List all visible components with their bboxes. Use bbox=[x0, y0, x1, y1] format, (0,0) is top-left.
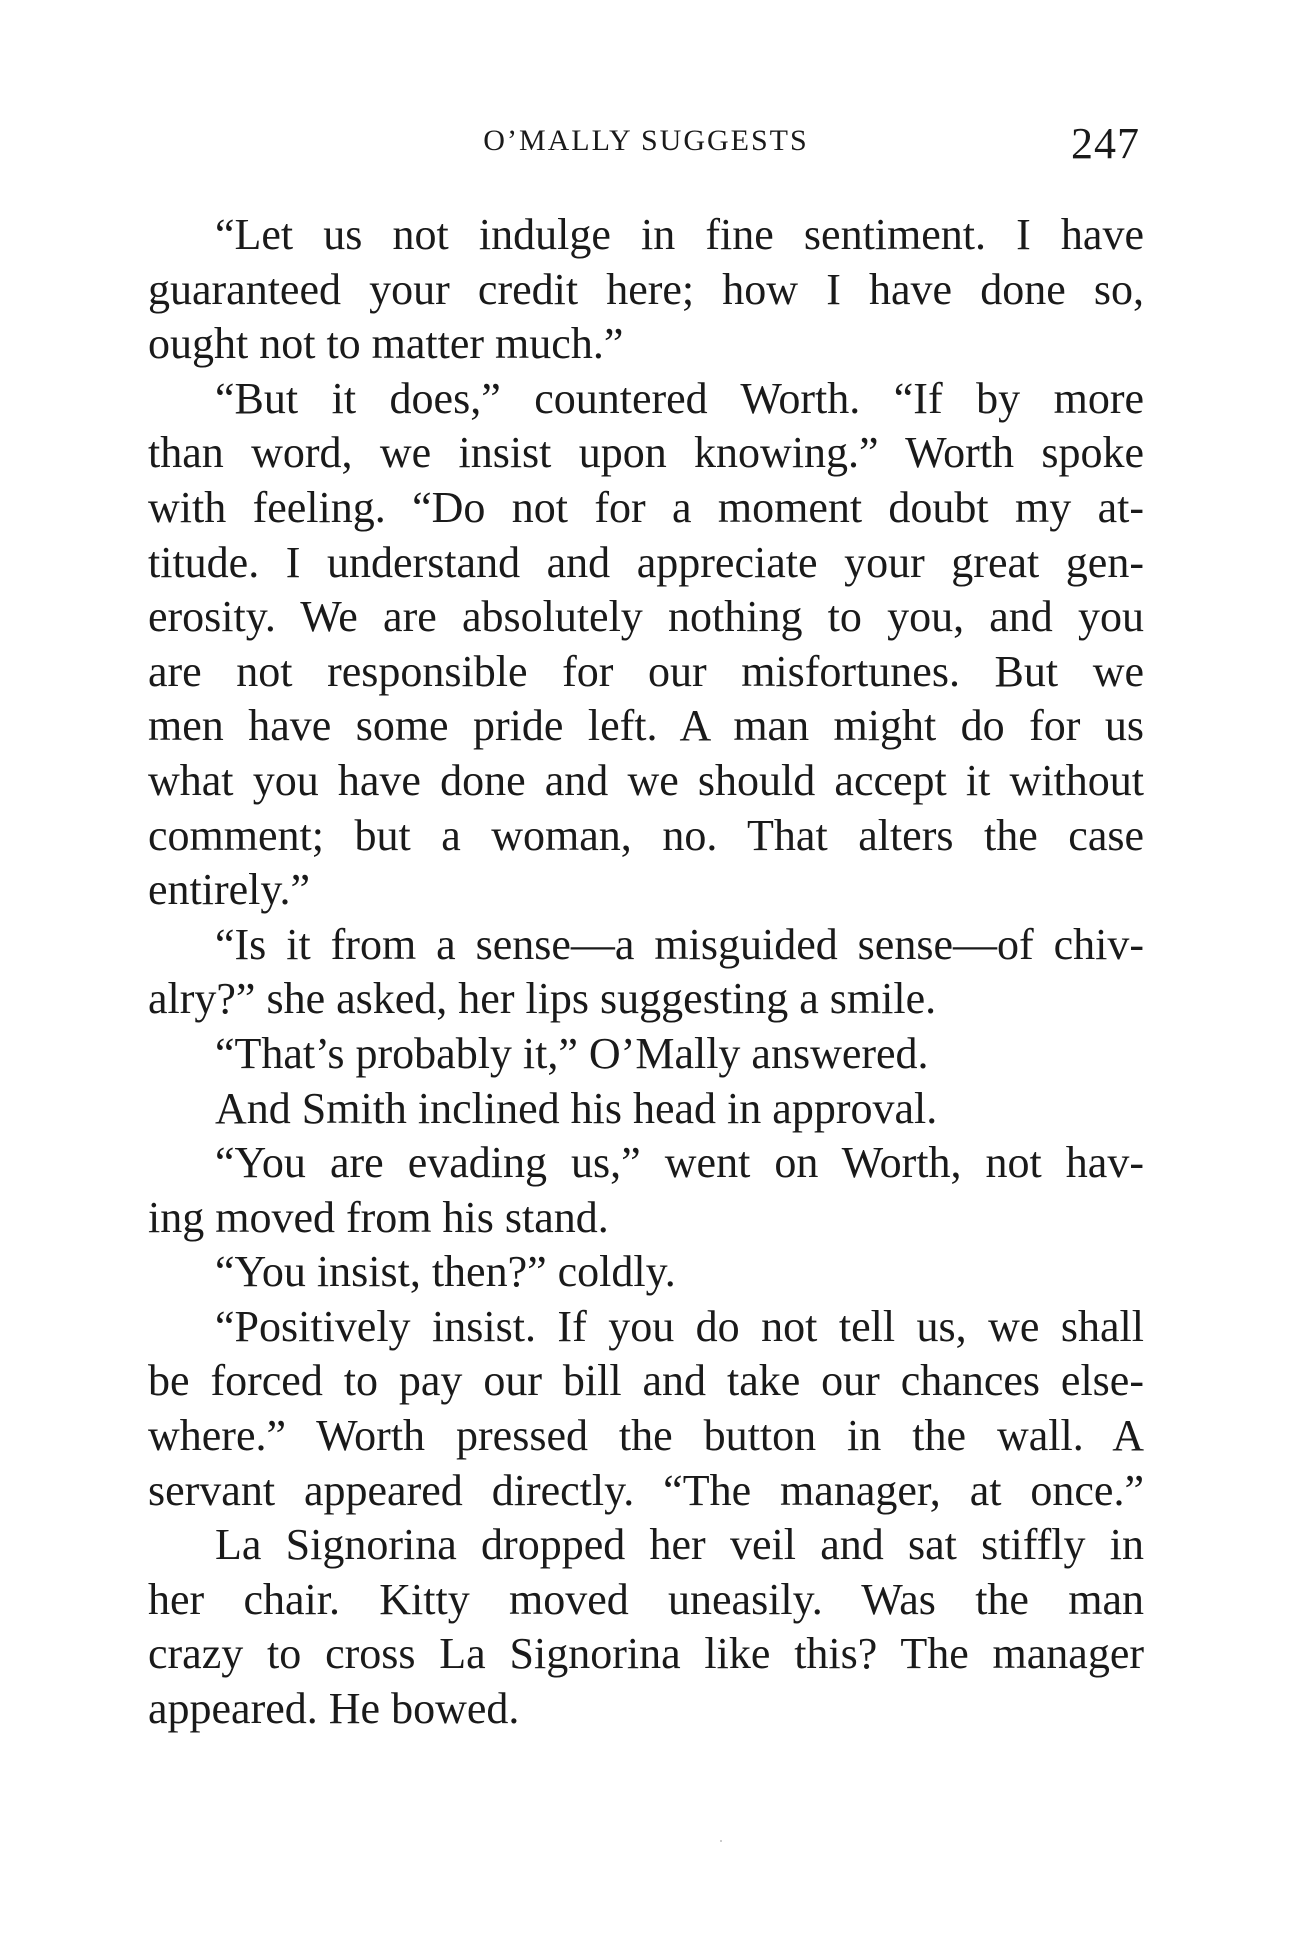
text-line: what you have done and we should accept it without bbox=[148, 755, 1144, 805]
text-body bbox=[148, 208, 1144, 1737]
text-line: “Let us not indulge in fine sentiment. I have bbox=[215, 210, 1144, 259]
text-line: erosity. We are absolutely nothing to you, and you bbox=[148, 592, 1144, 642]
text-line: “Is it from a sense—a misguided sense—of chiv- bbox=[215, 919, 1144, 969]
text-line: titude. I understand and appreciate your great gen- bbox=[148, 537, 1144, 587]
text-line: appeared. He bowed. bbox=[148, 1684, 520, 1734]
text-line: ought not to matter much.” bbox=[148, 319, 624, 369]
text-line: And Smith inclined his head in approval. bbox=[215, 1083, 938, 1133]
text-line: “You are evading us,” went on Worth, not hav- bbox=[215, 1138, 1144, 1188]
text-line: servant appeared directly. “The manager, at once.” bbox=[148, 1465, 1144, 1515]
text-line: La Signorina dropped her veil and sat stiffly in bbox=[215, 1520, 1144, 1570]
text-line: crazy to cross La Signorina like this? The manager bbox=[148, 1629, 1144, 1679]
text-line: “Positively insist. If you do not tell us, we shall bbox=[215, 1301, 1144, 1351]
text-line: her chair. Kitty moved uneasily. Was the man bbox=[148, 1574, 1144, 1624]
text-line: “That’s probably it,” O’Mally answered. bbox=[215, 1028, 929, 1078]
text-line: entirely.” bbox=[148, 865, 311, 915]
text-line: are not responsible for our misfortunes. But we bbox=[148, 646, 1144, 696]
running-head bbox=[148, 118, 1144, 178]
text-line: men have some pride left. A man might do for us bbox=[148, 701, 1144, 751]
paper-speck bbox=[720, 1840, 722, 1842]
running-title: O’MALLY SUGGESTS bbox=[483, 124, 809, 157]
text-line: guaranteed your credit here; how I have done so, bbox=[148, 264, 1144, 314]
text-line: with feeling. “Do not for a moment doubt my at- bbox=[148, 482, 1144, 532]
text-line: “You insist, then?” coldly. bbox=[215, 1247, 676, 1297]
text-line: “But it does,” countered Worth. “If by more bbox=[215, 373, 1144, 423]
text-line: than word, we insist upon knowing.” Worth spoke bbox=[148, 428, 1144, 478]
text-line: comment; but a woman, no. That alters the case bbox=[148, 810, 1144, 860]
text-line: be forced to pay our bill and take our chances else- bbox=[148, 1356, 1144, 1406]
text-line: alry?” she asked, her lips suggesting a smile. bbox=[148, 974, 937, 1024]
text-line: ing moved from his stand. bbox=[148, 1192, 609, 1242]
page-number: 247 bbox=[1071, 119, 1140, 168]
text-line: where.” Worth pressed the button in the wall. A bbox=[148, 1411, 1144, 1461]
